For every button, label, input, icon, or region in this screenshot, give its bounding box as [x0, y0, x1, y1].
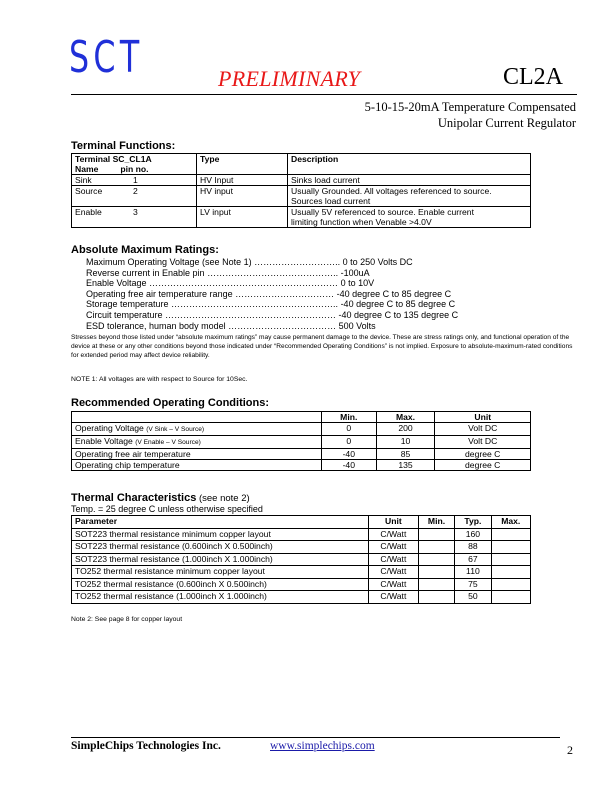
- rating-value: -40 degree C to 135 degree C: [338, 309, 459, 320]
- type-cell: HV Input: [197, 175, 288, 186]
- param-label: Enable Voltage: [75, 436, 136, 446]
- recommended-table: [71, 411, 531, 471]
- min-cell: [418, 553, 455, 566]
- max-cell: [491, 566, 530, 579]
- param-header: Parameter: [72, 516, 369, 529]
- rating-value: -100uA: [340, 267, 370, 278]
- unit-header: Unit: [369, 516, 419, 529]
- terminal-functions-heading: Terminal Functions:: [71, 140, 176, 152]
- typ-cell: 88: [455, 541, 491, 554]
- footer-divider: [71, 737, 560, 738]
- rating-value: 500 Volts: [338, 320, 376, 331]
- typ-cell: 75: [455, 578, 491, 591]
- param-cell: [72, 460, 322, 471]
- typ-cell: 50: [455, 591, 491, 604]
- rating-row: [86, 310, 458, 321]
- max-cell: 200: [376, 423, 435, 436]
- type-cell: HV input: [197, 186, 288, 207]
- table-header-row: [72, 154, 531, 175]
- max-cell: [491, 541, 530, 554]
- max-header: Max.: [376, 412, 435, 423]
- rating-value: -40 degree C to 85 degree C: [340, 299, 456, 310]
- rating-label: Storage temperature ………………………………………………..: [86, 299, 341, 310]
- recommended-heading: Recommended Operating Conditions:: [71, 397, 270, 409]
- rating-label: Reverse current in Enable pin ……………………………………..: [86, 267, 341, 278]
- pin-header: pin no.: [120, 164, 149, 174]
- header-divider: [71, 94, 577, 95]
- unit-cell: C/Watt: [369, 541, 419, 554]
- rating-value: 0 to 250 Volts DC: [342, 257, 413, 267]
- max-cell: 135: [376, 460, 435, 471]
- unit-cell: C/Watt: [369, 528, 419, 541]
- description-line: Usually Grounded. All voltages referenced to source.: [291, 186, 492, 196]
- min-header: Min.: [418, 516, 455, 529]
- terminal-pin: 3: [133, 207, 138, 217]
- rating-row: [86, 299, 458, 310]
- name-pin-header: [75, 164, 193, 174]
- page-number: 2: [567, 743, 573, 757]
- min-cell: [418, 528, 455, 541]
- rating-label: Maximum Operating Voltage (see Note 1) ………………………..: [86, 257, 343, 267]
- param-label: Operating free air temperature: [75, 449, 191, 459]
- subtitle-line-2: Unipolar Current Regulator: [437, 116, 576, 130]
- type-cell: LV input: [197, 207, 288, 228]
- min-cell: 0: [322, 436, 377, 449]
- note-2: Note 2: See page 8 for copper layout: [71, 616, 183, 623]
- max-cell: [491, 591, 530, 604]
- rating-row: [86, 289, 458, 300]
- param-cell: TO252 thermal resistance (1.000inch X 1.000inch): [72, 591, 369, 604]
- sct-logo: SCT: [69, 32, 144, 83]
- stress-disclaimer: Stresses beyond those listed under “absolute maximum ratings” may cause permanent damage to the device. These are stress ratings only, and functional operation of the device at these or any other conditions beyond those indicated under “Recommended Operating Conditions” is not implied. Exposure to absolute-maximum-rated conditions for extended period may affect device reliability.: [71, 334, 573, 359]
- min-cell: -40: [322, 449, 377, 460]
- terminal-name: Sink: [75, 175, 92, 185]
- table-row: [72, 175, 531, 186]
- param-cell: TO252 thermal resistance (0.600inch X 0.500inch): [72, 578, 369, 591]
- param-cell: [72, 449, 322, 460]
- thermal-title-note: (see note 2): [196, 493, 250, 504]
- table-row: [72, 449, 531, 460]
- min-header: Min.: [322, 412, 377, 423]
- param-cell: [72, 436, 322, 449]
- unit-cell: C/Watt: [369, 553, 419, 566]
- table-row: [72, 591, 531, 604]
- table-row: [72, 423, 531, 436]
- description-cell: [288, 175, 531, 186]
- table-row: [72, 528, 531, 541]
- table-row: [72, 553, 531, 566]
- max-cell: [491, 528, 530, 541]
- rating-label: Enable Voltage ………………………………………………………: [86, 278, 341, 289]
- rating-value: 0 to 10V: [340, 278, 375, 289]
- table-header-row: [72, 412, 531, 423]
- param-qualifier: (V Enable – V Source): [135, 439, 201, 446]
- description-cell: [288, 186, 531, 207]
- param-cell: TO252 thermal resistance minimum copper layout: [72, 566, 369, 579]
- table-row: [72, 186, 531, 207]
- thermal-heading: [71, 492, 250, 504]
- note-1: NOTE 1: All voltages are with respect to Source for 10Sec.: [71, 376, 248, 383]
- name-header: Name: [75, 164, 99, 174]
- description-line: Sources load current: [291, 196, 371, 206]
- thermal-title: Thermal Characteristics: [71, 492, 197, 504]
- max-header: Max.: [491, 516, 530, 529]
- typ-cell: 110: [455, 566, 491, 579]
- terminal-pin: 2: [133, 186, 138, 196]
- rating-label: Circuit temperature …………………………………………………: [86, 309, 339, 320]
- table-row: [72, 460, 531, 471]
- document-subtitle: [365, 99, 576, 131]
- min-cell: [418, 591, 455, 604]
- rating-row: [86, 278, 458, 289]
- description-line: Sinks load current: [291, 175, 360, 185]
- terminal-header-label: Terminal SC_CL1A: [75, 154, 152, 164]
- terminal-functions-table: [71, 153, 531, 228]
- param-header: [72, 412, 322, 423]
- rating-row: [86, 321, 458, 332]
- terminal-name: Enable: [75, 207, 102, 217]
- website-link[interactable]: www.simplechips.com: [270, 740, 375, 752]
- unit-cell: C/Watt: [369, 591, 419, 604]
- min-cell: 0: [322, 423, 377, 436]
- part-number: CL2A: [503, 64, 563, 90]
- absolute-max-list: [86, 257, 458, 331]
- table-row: [72, 436, 531, 449]
- param-cell: SOT223 thermal resistance (0.600inch X 0.500inch): [72, 541, 369, 554]
- terminal-cell: [72, 207, 197, 228]
- terminal-pin: 1: [133, 175, 138, 185]
- description-cell: [288, 207, 531, 228]
- typ-cell: 160: [455, 528, 491, 541]
- rating-value: -40 degree C to 85 degree C: [336, 288, 452, 299]
- table-row: [72, 566, 531, 579]
- rating-label: Operating free air temperature range ……………………………: [86, 288, 337, 299]
- terminal-cell: [72, 186, 197, 207]
- min-cell: -40: [322, 460, 377, 471]
- max-cell: 85: [376, 449, 435, 460]
- subtitle-line-1: 5-10-15-20mA Temperature Compensated: [364, 100, 576, 114]
- param-cell: SOT223 thermal resistance minimum copper layout: [72, 528, 369, 541]
- rating-row: [86, 268, 458, 279]
- description-line: limiting function when Venable >4.0V: [291, 217, 432, 227]
- unit-cell: C/Watt: [369, 566, 419, 579]
- rating-label: ESD tolerance, human body model ………………………………: [86, 320, 339, 331]
- description-line: Usually 5V referenced to source. Enable current: [291, 207, 474, 217]
- description-header: Description: [288, 154, 531, 175]
- unit-header: Unit: [435, 412, 531, 423]
- param-label: Operating Voltage: [75, 423, 147, 433]
- typ-cell: 67: [455, 553, 491, 566]
- param-cell: SOT223 thermal resistance (1.000inch X 1.000inch): [72, 553, 369, 566]
- terminal-header: [72, 154, 197, 175]
- unit-cell: C/Watt: [369, 578, 419, 591]
- param-cell: [72, 423, 322, 436]
- table-row: [72, 207, 531, 228]
- table-header-row: [72, 516, 531, 529]
- unit-cell: degree C: [435, 460, 531, 471]
- unit-cell: Volt DC: [435, 436, 531, 449]
- preliminary-label: PRELIMINARY: [218, 66, 361, 91]
- terminal-name: Source: [75, 186, 103, 196]
- min-cell: [418, 566, 455, 579]
- company-name: SimpleChips Technologies Inc.: [71, 740, 221, 752]
- max-cell: [491, 578, 530, 591]
- max-cell: 10: [376, 436, 435, 449]
- table-row: [72, 578, 531, 591]
- type-header: Type: [197, 154, 288, 175]
- absolute-max-heading: Absolute Maximum Ratings:: [71, 244, 219, 256]
- rating-row: [86, 257, 458, 268]
- typ-header: Typ.: [455, 516, 491, 529]
- terminal-cell: [72, 175, 197, 186]
- thermal-table: [71, 515, 531, 604]
- min-cell: [418, 578, 455, 591]
- unit-cell: Volt DC: [435, 423, 531, 436]
- min-cell: [418, 541, 455, 554]
- table-row: [72, 541, 531, 554]
- thermal-subtitle: Temp. = 25 degree C unless otherwise specified: [71, 504, 263, 514]
- param-label: Operating chip temperature: [75, 460, 180, 470]
- param-qualifier: (V Sink – V Source): [146, 426, 205, 433]
- unit-cell: degree C: [435, 449, 531, 460]
- max-cell: [491, 553, 530, 566]
